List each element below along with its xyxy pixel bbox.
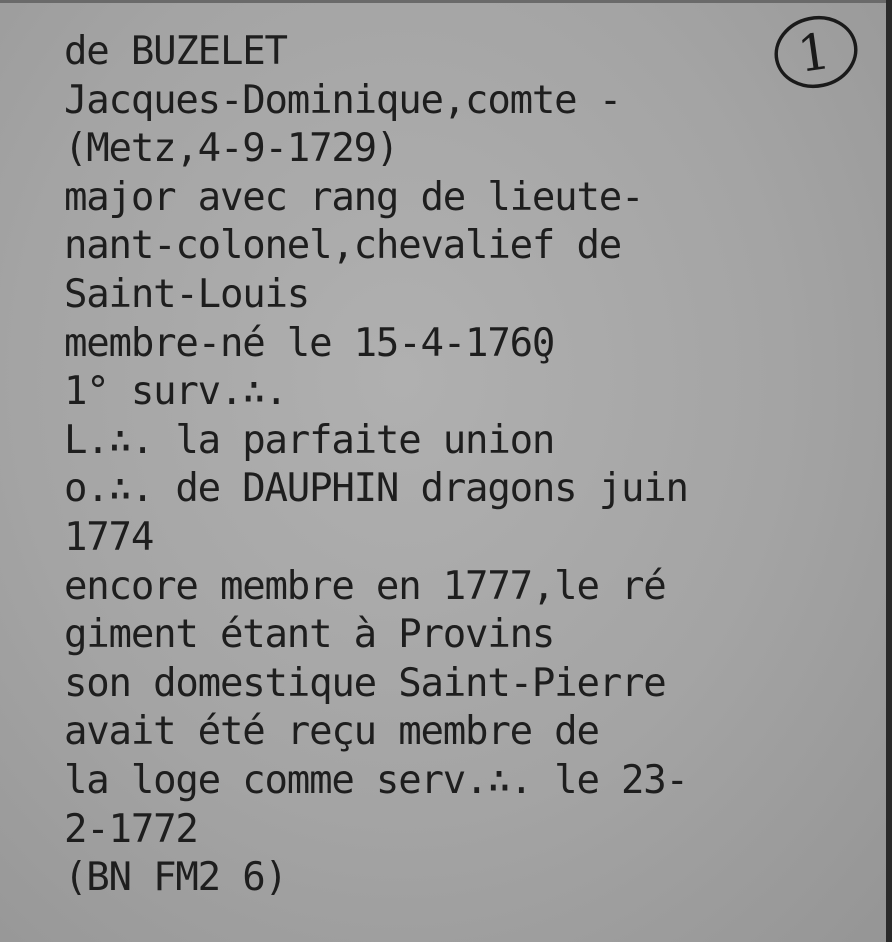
line-still-member: encore membre en 1777,le ré: [64, 563, 666, 609]
line-given-names: Jacques-Dominique,comte -: [64, 77, 621, 123]
line-name: de BUZELET: [64, 29, 287, 74]
line-rank-1: major avec rang de lieute-: [64, 174, 644, 220]
line-lodge: L.∴. la parfaite union: [64, 417, 555, 463]
line-regiment: giment étant à Provins: [64, 612, 555, 658]
line-year: 1774: [64, 514, 154, 560]
card-number-text: 1: [794, 22, 834, 84]
line-office: 1° surv.∴.: [64, 369, 287, 415]
card-right-edge: [886, 0, 892, 942]
line-member-date: membre-né le 15-4-176̧0: [64, 320, 555, 366]
line-received: avait été reçu membre de: [64, 709, 599, 755]
line-rank-3: Saint-Louis: [64, 271, 310, 317]
line-lodge-serv: la loge comme serv.∴. le 23-: [64, 757, 688, 803]
line-rank-2: nant-colonel,chevalief de: [64, 223, 621, 269]
line-orient: o.∴. de DAUPHIN dragons juin: [64, 466, 688, 512]
line-source: (BN FM2 6): [64, 855, 287, 901]
card-top-edge: [0, 0, 892, 3]
line-serv-date: 2-1772: [64, 806, 198, 852]
line-birth: (Metz,4-9-1729): [64, 126, 399, 172]
card-text-block: [64, 28, 886, 903]
line-servant: son domestique Saint-Pierre: [64, 660, 666, 706]
